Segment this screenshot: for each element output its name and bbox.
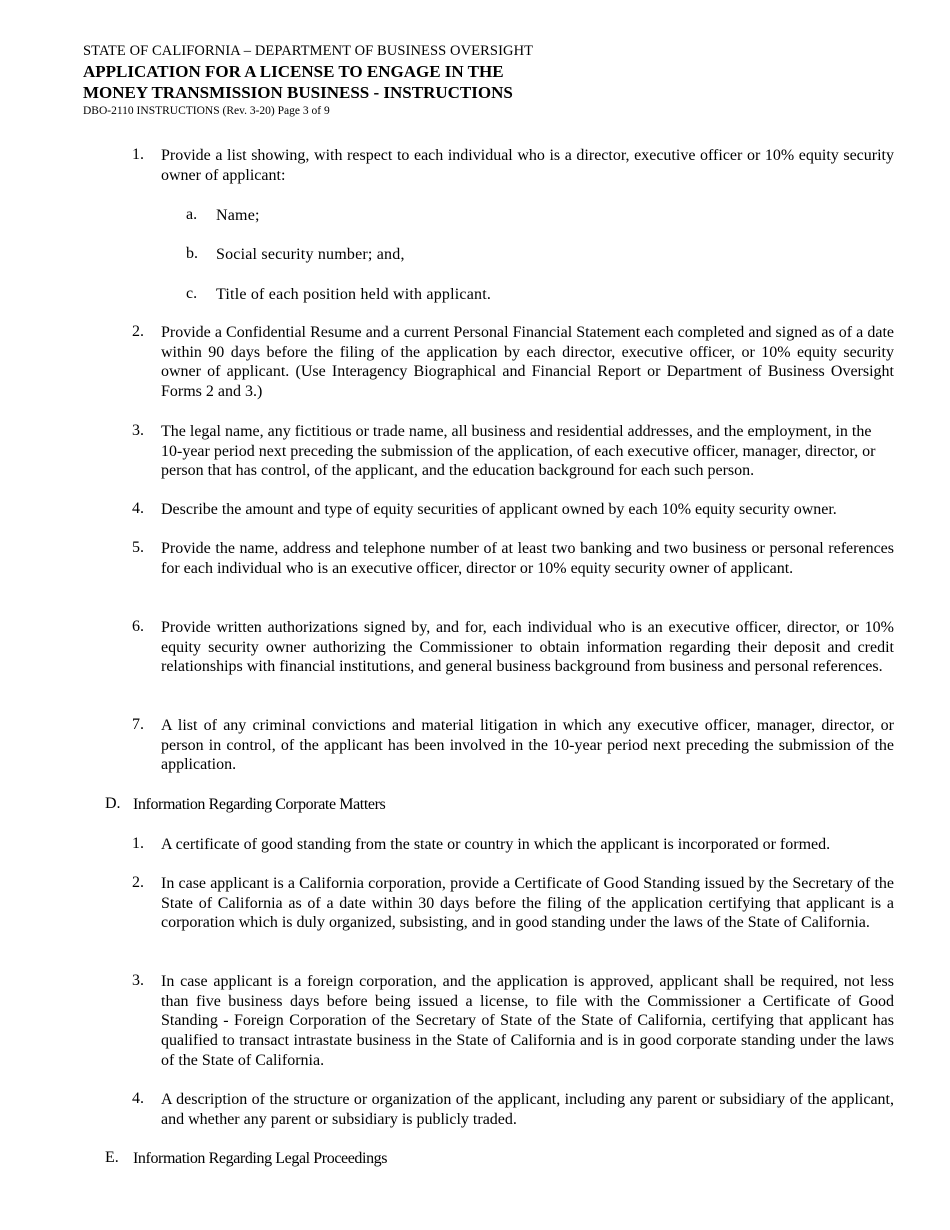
- sub-item: [186, 285, 491, 305]
- section-letter: E.: [105, 1149, 119, 1166]
- item-number: 3.: [132, 422, 144, 439]
- item-text: In case applicant is a foreign corporation, and the application is approved, applicant shall be required, not less than five business days before being issued a license, to file with the Commissioner a Certificate of Good Standing - Foreign Corporation of the Secretary of State of the State of California, certifying that applicant has qualified to transact intrastate business in the State of California and is in good corporate standing under the laws of the State of California.: [161, 973, 894, 1069]
- section-heading-d: [105, 795, 385, 815]
- list-item: [132, 835, 894, 855]
- sub-item-text: Name;: [216, 207, 260, 224]
- title-line-2: MONEY TRANSMISSION BUSINESS - INSTRUCTIONS: [83, 83, 513, 102]
- item-text: Provide a Confidential Resume and a current Personal Financial Statement each completed and signed as of a date within 90 days before the filing of the application by each director, executive officer, or 10% equity security owner of applicant. (Use Interagency Biographical and Financial Report or Department of Business Oversight Forms 2 and 3.): [161, 324, 894, 401]
- item-number: 2.: [132, 323, 144, 340]
- sub-item-letter: b.: [186, 245, 198, 262]
- item-text: Describe the amount and type of equity securities of applicant owned by each 10% equity security owner.: [161, 501, 837, 518]
- list-item: [132, 323, 894, 402]
- section-letter: D.: [105, 795, 121, 812]
- item-number: 1.: [132, 146, 144, 163]
- list-item: [132, 972, 894, 1071]
- form-info: DBO-2110 INSTRUCTIONS (Rev. 3-20) Page 3 of 9: [83, 105, 330, 117]
- agency-line: STATE OF CALIFORNIA – DEPARTMENT OF BUSINESS OVERSIGHT: [83, 43, 534, 59]
- item-text: A list of any criminal convictions and material litigation in which any executive officer, manager, director, or person in control, of the applicant has been involved in the 10-year period next preceding the submission of the application.: [161, 717, 894, 774]
- list-item: [132, 874, 894, 933]
- section-heading-e: [105, 1149, 387, 1169]
- item-number: 5.: [132, 539, 144, 556]
- list-item: [132, 618, 894, 677]
- item-text: A description of the structure or organization of the applicant, including any parent or subsidiary of the applicant, and whether any parent or subsidiary is publicly traded.: [161, 1091, 894, 1128]
- sub-item-text: Social security number; and,: [216, 246, 405, 263]
- list-item: [132, 539, 894, 578]
- sub-item-letter: c.: [186, 285, 198, 302]
- list-item: [132, 500, 894, 520]
- sub-item: [186, 245, 405, 265]
- item-number: 1.: [132, 835, 144, 852]
- item-number: 4.: [132, 500, 144, 517]
- item-text: Provide written authorizations signed by, and for, each individual who is an executive officer, director, or 10% equity security owner authorizing the Commissioner to obtain information regarding their deposit and credit relationships with financial institutions, and general business background from business and personal references.: [161, 619, 894, 676]
- item-text: Provide a list showing, with respect to each individual who is a director, executive officer or 10% equity security owner of applicant:: [161, 147, 894, 184]
- section-title: Information Regarding Corporate Matters: [133, 796, 386, 813]
- item-text: In case applicant is a California corporation, provide a Certificate of Good Standing issued by the Secretary of the State of California as of a date within 30 days before the filing of the application certifying that applicant is a corporation which is duly organized, subsisting, and in good standing under the laws of the State of California.: [161, 875, 894, 932]
- list-item: [132, 716, 894, 775]
- item-number: 6.: [132, 618, 144, 635]
- list-item: [132, 1090, 894, 1129]
- section-title: Information Regarding Legal Proceedings: [133, 1150, 388, 1167]
- title-line-1: APPLICATION FOR A LICENSE TO ENGAGE IN THE: [83, 62, 504, 81]
- item-number: 3.: [132, 972, 144, 989]
- item-text: Provide the name, address and telephone number of at least two banking and two business or personal references for each individual who is an executive officer, director or 10% equity security owner of applicant.: [161, 540, 894, 577]
- document-header: [83, 42, 533, 119]
- item-number: 2.: [132, 874, 144, 891]
- list-item: [132, 422, 894, 481]
- item-number: 7.: [132, 716, 144, 733]
- sub-item: [186, 206, 260, 226]
- list-item: [132, 146, 894, 185]
- item-text: A certificate of good standing from the state or country in which the applicant is incorporated or formed.: [161, 836, 831, 853]
- sub-item-text: Title of each position held with applicant.: [216, 286, 492, 303]
- sub-item-letter: a.: [186, 206, 198, 223]
- item-text: The legal name, any fictitious or trade name, all business and residential addresses, and the employment, in the 10-year period next preceding the submission of the application, of each executive officer, manager, director, or person that has control, of the applicant, and the education background for each such person.: [161, 423, 876, 480]
- item-number: 4.: [132, 1090, 144, 1107]
